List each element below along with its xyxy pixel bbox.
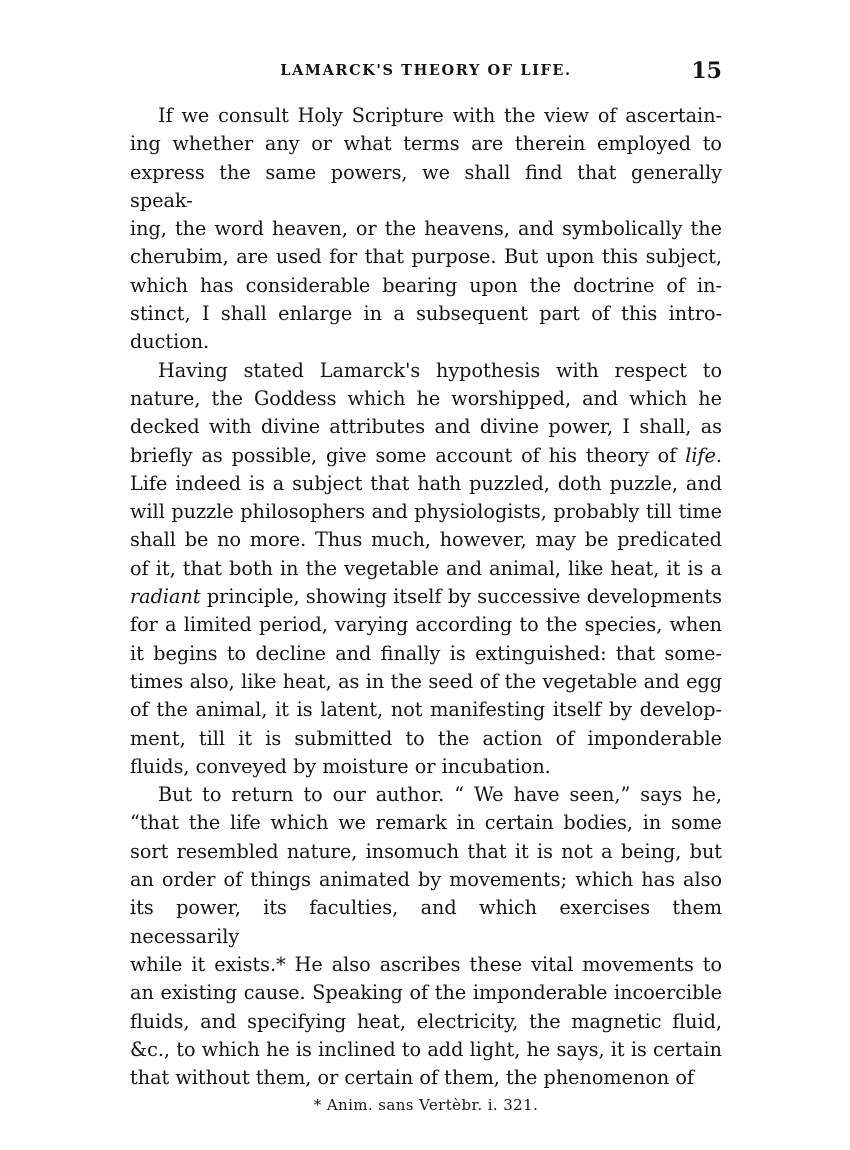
footnote: * Anim. sans Vertèbr. i. 321. [313,1096,539,1115]
text-line: cherubim, are used for that purpose. But upon this subject, [130,245,723,269]
text-line: which has considerable bearing upon the doctrine of in- [130,273,722,297]
page-number: 15 [691,58,722,84]
text-line: decked with divine attributes and divine power, I shall, as [130,415,722,439]
text-line: Having stated Lamarck's hypothesis with respect to [158,358,722,382]
text-line: If we consult Holy Scripture with the view of ascertain- [158,104,723,127]
text-line: But to return to our author. “ We have seen,” says he, [158,783,722,807]
text-line: briefly as possible, give some account of his theory of life. [130,443,723,467]
running-title: LAMARCK'S THEORY OF LIFE. [280,62,572,79]
text-line: times also, like heat, as in the seed of the vegetable and egg [130,669,723,693]
text-line: nature, the Goddess which he worshipped, and which he [130,386,722,410]
text-line: radiant principle, showing itself by successive developments [130,585,722,609]
text-line: sort resembled nature, insomuch that it is not a being, but [130,839,723,863]
paragraph [130,781,722,1092]
text-line: ment, till it is submitted to the action of imponderable [130,726,722,750]
text-line: it begins to decline and finally is extinguished: that some- [130,641,722,665]
text-line: Life indeed is a subject that hath puzzled, doth puzzle, and [130,471,722,495]
text-line: while it exists.* He also ascribes these vital movements to [130,952,723,976]
text-line: ing, the word heaven, or the heavens, and symbolically the [130,217,722,241]
text-line: of it, that both in the vegetable and animal, like heat, it is a [130,556,722,580]
paragraph [130,102,722,357]
text-line: fluids, and specifying heat, electricity, the magnetic fluid, [130,1009,723,1033]
text-line: ing whether any or what terms are therein employed to [130,132,722,156]
text-line: will puzzle philosophers and physiologists, probably till time [130,500,722,524]
paragraph [130,357,722,781]
text-line: for a limited period, varying according to the species, when [130,613,723,637]
text-line: an existing cause. Speaking of the imponderable incoercible [130,981,722,1005]
text-line: of the animal, it is latent, not manifesting itself by develop- [130,698,723,722]
book-page [130,58,722,1114]
text-line: fluids, conveyed by moisture or incubation. [130,754,551,778]
body-text [130,102,722,1092]
text-line: duction. [130,330,210,354]
text-line: an order of things animated by movements; which has also [130,868,723,892]
text-line: &c., to which he is inclined to add light, he says, it is certain [130,1037,722,1061]
text-line: that without them, or certain of them, the phenomenon of [130,1066,695,1090]
running-head [130,58,722,86]
text-line: express the same powers, we shall find that generally speak- [130,160,723,212]
text-line: shall be no more. Thus much, however, may be predicated [130,528,722,552]
text-line: its power, its faculties, and which exercises them necessarily [130,896,723,948]
text-line: “that the life which we remark in certain bodies, in some [130,811,722,835]
text-line: stinct, I shall enlarge in a subsequent part of this intro- [130,302,722,326]
